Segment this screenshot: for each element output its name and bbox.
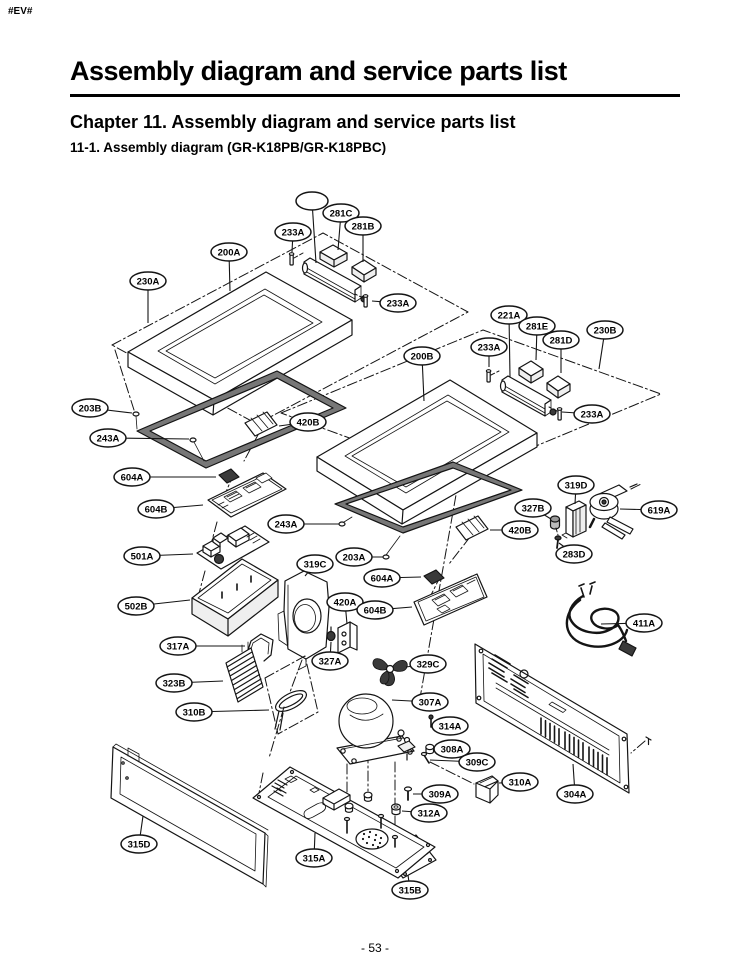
part-label-230b-text: 230B bbox=[593, 325, 617, 337]
part-label-200b-text: 200B bbox=[410, 351, 434, 363]
part-label-329c-text: 329C bbox=[416, 659, 440, 671]
part-label-281d-text: 281D bbox=[549, 335, 573, 347]
part-501a-pcb bbox=[197, 526, 269, 569]
part-label-blank bbox=[296, 192, 328, 210]
part-label-604a-text: 604A bbox=[370, 573, 394, 585]
part-label-317a-text: 317A bbox=[166, 641, 190, 653]
part-label-233a-text: 233A bbox=[386, 298, 410, 310]
part-420b-pad-right bbox=[456, 516, 488, 540]
part-label-604b-text: 604B bbox=[144, 504, 168, 516]
part-label-281e-text: 281E bbox=[525, 321, 549, 333]
part-315d-front-panel bbox=[111, 744, 268, 887]
part-308a-grommet bbox=[426, 744, 434, 753]
part-label-312a-text: 312A bbox=[417, 808, 441, 820]
part-310b-tube bbox=[265, 656, 318, 734]
part-label-283d-text: 283D bbox=[562, 549, 586, 561]
page-number: - 53 - bbox=[360, 941, 389, 955]
part-604a-chip-left bbox=[219, 469, 239, 483]
part-label-308a-text: 308A bbox=[440, 744, 464, 756]
part-label-315a-text: 315A bbox=[302, 853, 326, 865]
part-label-309a-text: 309A bbox=[428, 789, 452, 801]
part-label-501a-text: 501A bbox=[130, 551, 154, 563]
part-label-200a-text: 200A bbox=[217, 247, 241, 259]
part-label-309c-text: 309C bbox=[465, 757, 489, 769]
part-label-310a-text: 310A bbox=[508, 777, 532, 789]
part-label-327a-text: 327A bbox=[318, 656, 342, 668]
part-label-304a-text: 304A bbox=[563, 789, 587, 801]
part-309c-screw bbox=[422, 753, 430, 764]
part-604b-board-right bbox=[414, 574, 487, 625]
part-label-281c-text: 281C bbox=[329, 208, 353, 220]
part-label-233a-text: 233A bbox=[477, 342, 501, 354]
part-604a-chip-right bbox=[424, 570, 444, 584]
part-label-619a-text: 619A bbox=[647, 505, 671, 517]
part-327b-grommet bbox=[551, 516, 560, 535]
part-label-243a-text: 243A bbox=[96, 433, 120, 445]
part-619a-motor bbox=[590, 484, 637, 539]
corner-tag: #EV# bbox=[8, 6, 33, 17]
part-label-420b-text: 420B bbox=[296, 417, 320, 429]
part-label-604b-text: 604B bbox=[363, 605, 387, 617]
part-327a-grommet bbox=[327, 627, 335, 641]
part-label-411a-text: 411A bbox=[632, 618, 656, 630]
part-label-243a-text: 243A bbox=[274, 519, 298, 531]
part-label-203a-text: 203A bbox=[342, 552, 366, 564]
part-310a-box bbox=[476, 776, 498, 803]
section-heading: 11-1. Assembly diagram (GR-K18PB/GR-K18PBC) bbox=[70, 140, 387, 155]
part-label-221a-text: 221A bbox=[497, 310, 521, 322]
part-label-319d-text: 319D bbox=[564, 480, 588, 492]
part-label-314a-text: 314A bbox=[438, 721, 462, 733]
page-title: Assembly diagram and service parts list bbox=[70, 56, 567, 86]
part-315a-base-plate bbox=[253, 767, 435, 878]
part-label-327b-text: 327B bbox=[521, 503, 545, 515]
part-label-315d-text: 315D bbox=[127, 839, 151, 851]
part-281c-bracket bbox=[320, 245, 347, 267]
part-label-233a-text: 233A bbox=[281, 227, 305, 239]
chapter-heading: Chapter 11. Assembly diagram and service parts list bbox=[70, 112, 516, 132]
part-319d-timer bbox=[562, 501, 586, 538]
part-label-502b-text: 502B bbox=[124, 601, 148, 613]
part-label-323b-text: 323B bbox=[162, 678, 186, 690]
part-323b-condenser bbox=[226, 642, 263, 702]
part-label-420b-text: 420B bbox=[508, 525, 532, 537]
part-label-230a-text: 230A bbox=[136, 276, 160, 288]
part-label-420a-text: 420A bbox=[333, 597, 357, 609]
part-329c-fan bbox=[373, 659, 407, 686]
part-312a-grommet bbox=[392, 804, 401, 815]
part-label-203b-text: 203B bbox=[78, 403, 102, 415]
part-281e-bracket bbox=[519, 361, 543, 383]
part-283d-screw bbox=[555, 536, 561, 548]
part-281b-bracket bbox=[352, 260, 376, 282]
part-604b-board-left bbox=[208, 473, 286, 517]
part-309a-screw bbox=[405, 787, 412, 800]
part-label-281b-text: 281B bbox=[351, 221, 375, 233]
part-281d-bracket bbox=[547, 376, 570, 398]
part-307a-compressor bbox=[337, 694, 415, 764]
part-label-307a-text: 307A bbox=[418, 697, 442, 709]
part-label-604a-text: 604A bbox=[120, 472, 144, 484]
part-label-315b-text: 315B bbox=[398, 885, 422, 897]
part-411a-power-cord bbox=[567, 582, 636, 656]
part-label-233a-text: 233A bbox=[580, 409, 604, 421]
part-label-310b-text: 310B bbox=[182, 707, 206, 719]
part-label-319c-text: 319C bbox=[303, 559, 327, 571]
part-304a-back-panel bbox=[475, 644, 651, 793]
